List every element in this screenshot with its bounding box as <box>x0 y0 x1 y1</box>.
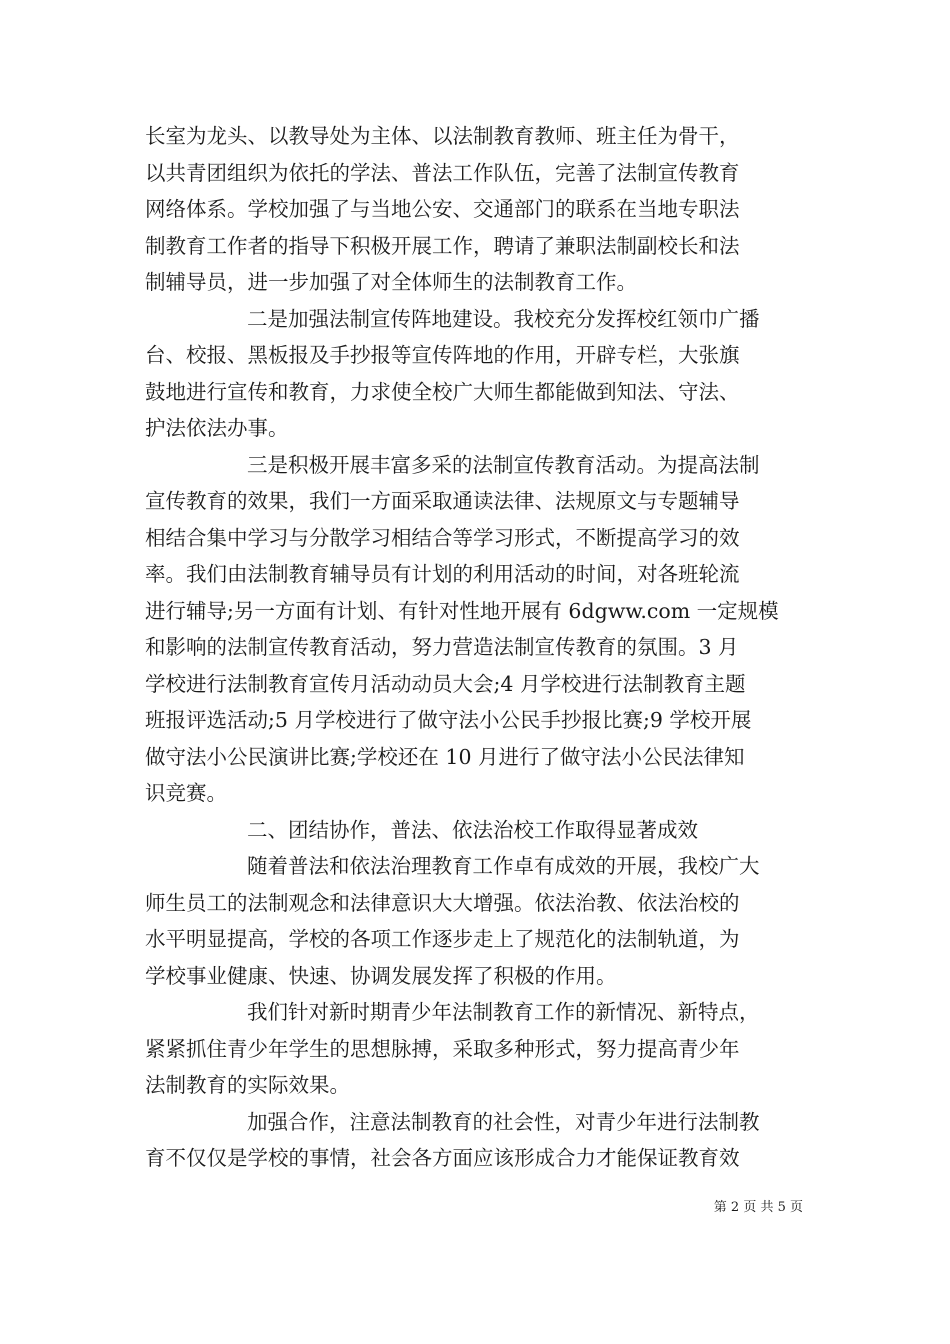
document-body <box>145 118 813 1177</box>
text-line: 随着普法和依法治理教育工作卓有成效的开展，我校广大 <box>247 854 760 878</box>
text-line: 以共青团组织为依托的学法、普法工作队伍，完善了法制宣传教育 <box>145 160 740 185</box>
text-line: 我们针对新时期青少年法制教育工作的新情况、新特点， <box>247 1000 760 1024</box>
text-line: 师生员工的法制观念和法律意识大大增强。依法治教、依法治校的 <box>145 890 740 915</box>
text-line: 班报评选活动;5 月学校进行了做守法小公民手抄报比赛;9 学校开展 <box>145 708 752 732</box>
text-line: 台、校报、黑板报及手抄报等宣传阵地的作用，开辟专栏，大张旗 <box>145 343 740 367</box>
text-line: 加强合作，注意法制教育的社会性，对青少年进行法制教 <box>247 1109 760 1134</box>
text-line: 学校事业健康、快速、协调发展发挥了积极的作用。 <box>145 963 617 988</box>
page-number: 第 2 页 共 5 页 <box>713 1200 803 1215</box>
text-line: 紧紧抓住青少年学生的思想脉搏，采取多种形式，努力提高青少年 <box>145 1036 740 1061</box>
text-line: 育不仅仅是学校的事情，社会各方面应该形成合力才能保证教育效 <box>145 1146 740 1170</box>
text-line: 做守法小公民演讲比赛;学校还在 10 月进行了做守法小公民法律知 <box>145 744 745 769</box>
text-line: 长室为龙头、以教导处为主体、以法制教育教师、班主任为骨干， <box>145 124 740 148</box>
text-line: 率。我们由法制教育辅导员有计划的利用活动的时间，对各班轮流 <box>145 562 740 586</box>
text-line: 制教育工作者的指导下积极开展工作，聘请了兼职法制副校长和法 <box>145 233 740 258</box>
text-line: 水平明显提高，学校的各项工作逐步走上了规范化的法制轨道，为 <box>145 927 740 951</box>
text-line: 法制教育的实际效果。 <box>145 1073 350 1097</box>
text-line: 宣传教育的效果，我们一方面采取通读法律、法规原文与专题辅导 <box>145 489 740 513</box>
text-line: 制辅导员，进一步加强了对全体师生的法制教育工作。 <box>145 270 637 294</box>
text-line: 网络体系。学校加强了与当地公安、交通部门的联系在当地专职法 <box>145 197 740 221</box>
text-line: 学校进行法制教育宣传月活动动员大会;4 月学校进行法制教育主题 <box>145 671 746 696</box>
text-line: 鼓地进行宣传和教育，力求使全校广大师生都能做到知法、守法、 <box>145 379 740 404</box>
text-line: 二是加强法制宣传阵地建设。我校充分发挥校红领巾广播 <box>247 306 760 331</box>
text-line: 相结合集中学习与分散学习相结合等学习形式，不断提高学习的效 <box>145 525 740 550</box>
text-line: 和影响的法制宣传教育活动，努力营造法制宣传教育的氛围。3 月 <box>145 635 739 659</box>
text-line: 二、团结协作，普法、依法治校工作取得显著成效 <box>247 817 698 842</box>
text-line: 进行辅导;另一方面有计划、有针对性地开展有 6dgww.com 一定规模 <box>145 598 779 623</box>
text-line: 三是积极开展丰富多采的法制宣传教育活动。为提高法制 <box>247 452 760 477</box>
text-line: 识竞赛。 <box>145 781 227 805</box>
text-line: 护法依法办事。 <box>145 416 289 440</box>
